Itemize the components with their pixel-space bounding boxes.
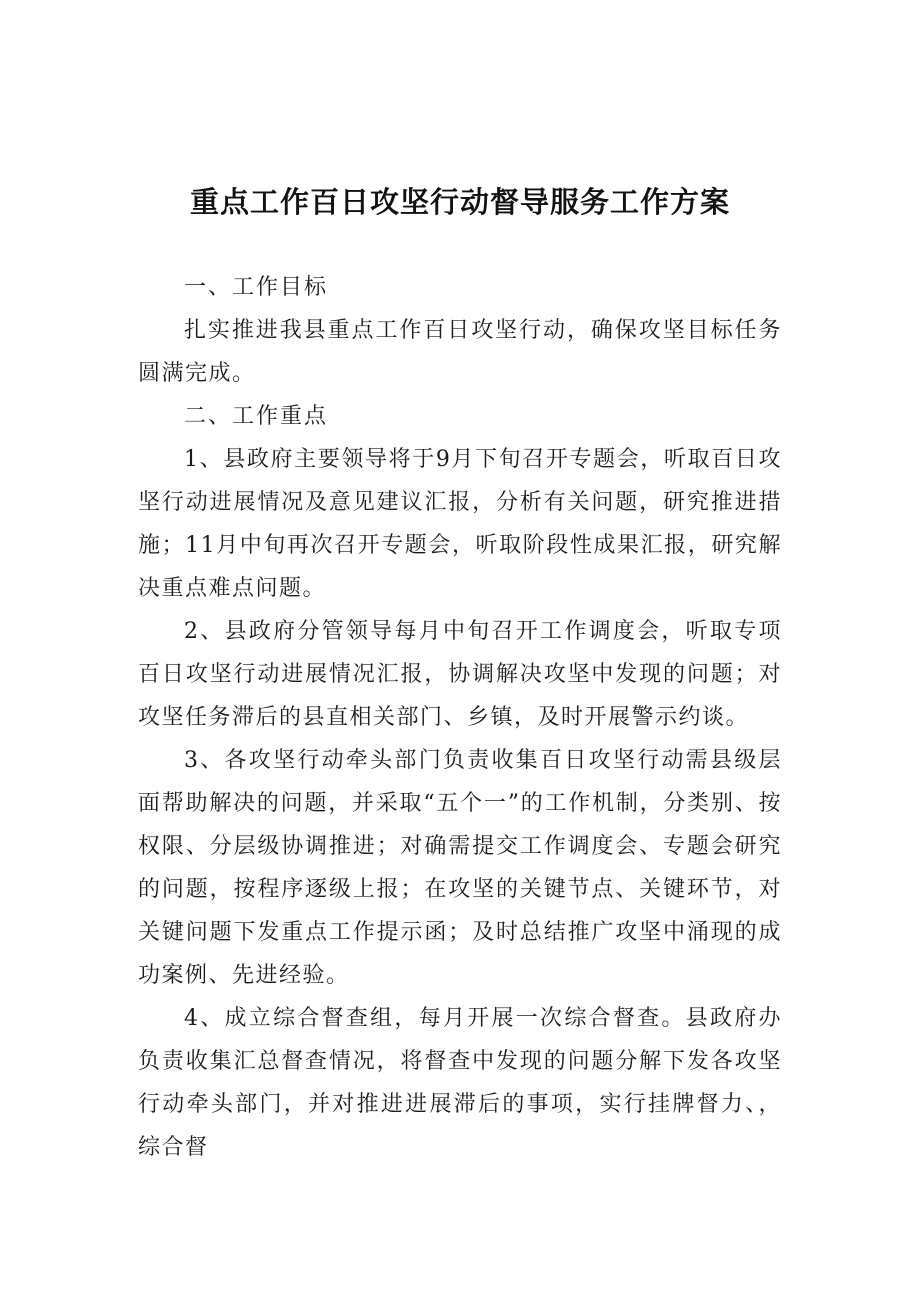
item-2-paragraph: 2、县政府分管领导每月中旬召开工作调度会，听取专项百日攻坚行动进展情况汇报，协调解决攻坚中发现的问题；对攻坚任务滞后的县直相关部门、乡镇，及时开展警示约谈。 <box>138 619 782 730</box>
item-1-paragraph: 1、县政府主要领导将于9月下旬召开专题会，听取百日攻坚行动进展情况及意见建议汇报，分析有关问题，研究推进措施；11月中旬再次召开专题会，听取阶段性成果汇报，研究解决重点难点问题。 <box>138 447 782 601</box>
document-body <box>138 266 782 1169</box>
section-1-paragraph: 扎实推进我县重点工作百日攻坚行动，确保攻坚目标任务圆满完成。 <box>138 318 782 386</box>
section-2-heading: 二、工作重点 <box>184 404 329 429</box>
item-4-paragraph: 4、成立综合督查组，每月开展一次综合督查。县政府办负责收集汇总督查情况，将督查中发现的问题分解下发各攻坚行动牵头部门，并对推进进展滞后的事项，实行挂牌督力、，综合督 <box>138 1006 782 1160</box>
document-title: 重点工作百日攻坚行动督导服务工作方案 <box>189 185 730 219</box>
section-1-heading: 一、工作目标 <box>184 275 329 300</box>
item-3-paragraph: 3、各攻坚行动牵头部门负责收集百日攻坚行动需县级层面帮助解决的问题，并采取“五个一”的工作机制，分类别、按权限、分层级协调推进；对确需提交工作调度会、专题会研究的问题，按程序逐级上报；在攻坚的关键节点、关键环节，对关键问题下发重点工作提示函；及时总结推广攻坚中涌现的成功案例、先进经验。 <box>138 748 782 988</box>
